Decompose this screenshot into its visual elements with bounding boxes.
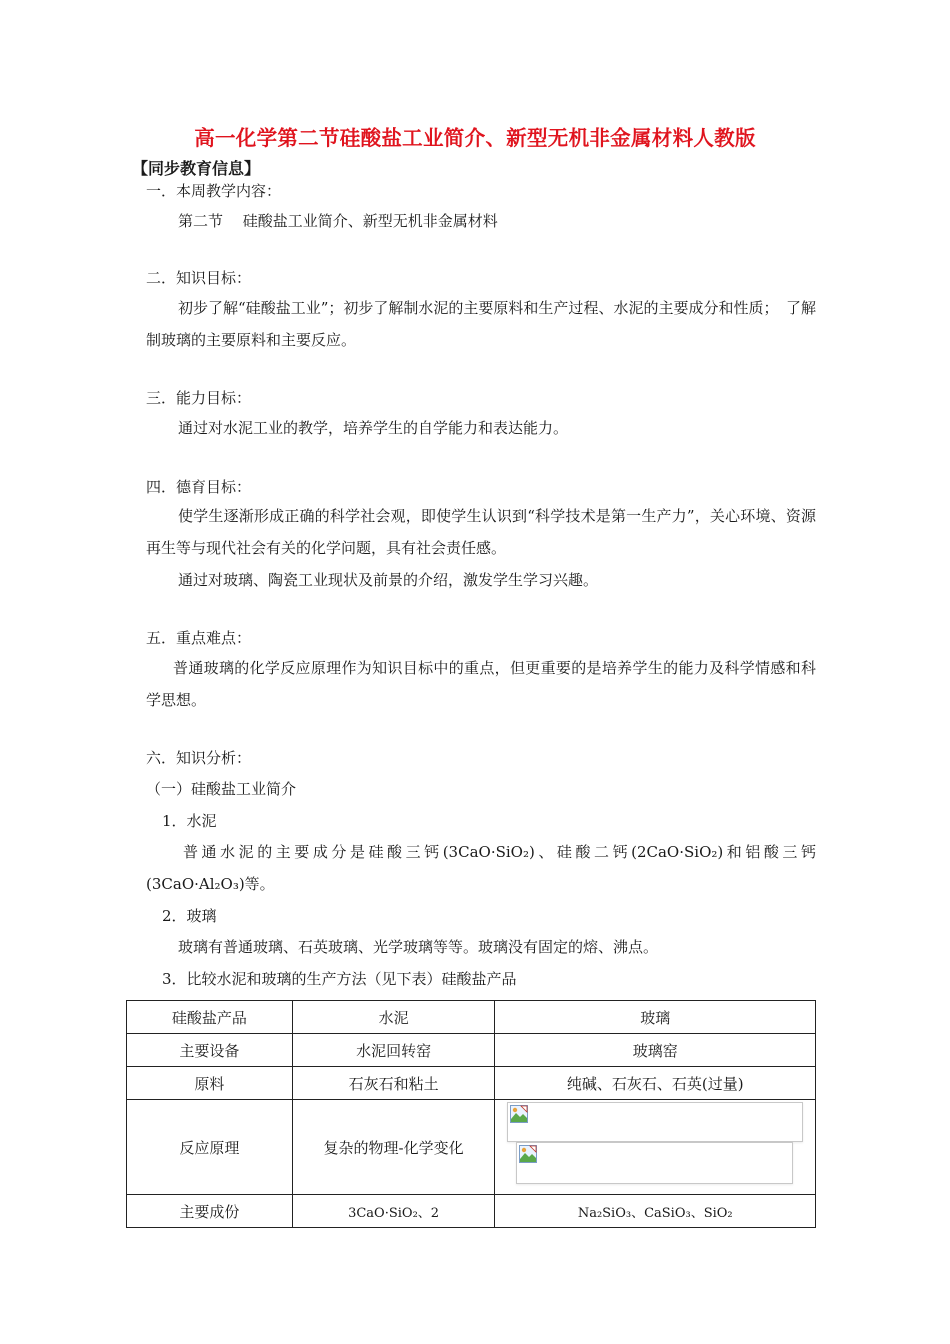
table-header-cell: 玻璃	[495, 1001, 816, 1034]
table-cell: 主要成份	[127, 1195, 293, 1228]
item-glass-heading: 2．玻璃	[162, 907, 217, 925]
subheading-silicate-industry: （一）硅酸盐工业简介	[146, 780, 297, 798]
moral-goal-text-2: 通过对玻璃、陶瓷工业现状及前景的介绍，激发学生学习兴趣。	[178, 571, 599, 589]
equation-image-1	[507, 1102, 803, 1142]
section-header: 【同步教育信息】	[132, 159, 261, 178]
comparison-table	[126, 1000, 816, 1228]
heading-key-points: 五．重点难点：	[146, 629, 252, 647]
item-cement-text: 普通水泥的主要成分是硅酸三钙(3CaO·SiO₂)、硅酸二钙(2CaO·SiO₂)和铝酸三钙(3CaO·Al₂O₃)等。	[146, 843, 816, 893]
item-cement-heading: 1．水泥	[162, 812, 217, 830]
moral-goal-text-1: 使学生逐渐形成正确的科学社会观，即使学生认识到“科学技术是第一生产力”，关心环境、资源再生等与现代社会有关的化学问题，具有社会责任感。	[146, 507, 816, 557]
table-cell: 石灰石和粘土	[292, 1067, 495, 1100]
table-row	[127, 1067, 816, 1100]
heading-teaching-content: 一．本周教学内容：	[146, 182, 282, 200]
reaction-images-cell	[495, 1100, 816, 1195]
table-cell: 玻璃窑	[495, 1034, 816, 1067]
item-glass-text: 玻璃有普通玻璃、石英玻璃、光学玻璃等等。玻璃没有固定的熔、沸点。	[178, 938, 659, 956]
table-cell: 水泥回转窑	[292, 1034, 495, 1067]
heading-knowledge-analysis: 六．知识分析：	[146, 749, 252, 767]
heading-moral-goal: 四．德育目标：	[146, 478, 252, 496]
table-cell: 纯碱、石灰石、石英(过量)	[495, 1067, 816, 1100]
table-row	[127, 1034, 816, 1067]
item-compare-heading: 3．比较水泥和玻璃的生产方法（见下表）硅酸盐产品	[162, 970, 517, 988]
table-cell: 复杂的物理-化学变化	[292, 1100, 495, 1195]
ability-goal-text: 通过对水泥工业的教学，培养学生的自学能力和表达能力。	[178, 419, 569, 437]
broken-image-icon	[510, 1105, 528, 1123]
table-cell: 原料	[127, 1067, 293, 1100]
heading-ability-goal: 三．能力目标：	[146, 389, 252, 407]
table-header-cell: 水泥	[292, 1001, 495, 1034]
table-cell: 3CaO·SiO₂、2	[292, 1195, 495, 1228]
table-row	[127, 1100, 816, 1195]
knowledge-goal-text: 初步了解“硅酸盐工业”；初步了解制水泥的主要原料和生产过程、水泥的主要成分和性质； 了解制玻璃的主要原料和主要反应。	[146, 299, 816, 349]
table-cell: 主要设备	[127, 1034, 293, 1067]
key-points-text: 普通玻璃的化学反应原理作为知识目标中的重点，但更重要的是培养学生的能力及科学情感和科学思想。	[146, 659, 816, 709]
table-header-row	[127, 1001, 816, 1034]
teaching-content-text: 第二节 硅酸盐工业简介、新型无机非金属材料	[178, 212, 498, 230]
table-header-cell: 硅酸盐产品	[127, 1001, 293, 1034]
table-cell: Na₂SiO₃、CaSiO₃、SiO₂	[495, 1195, 816, 1228]
broken-image-icon	[519, 1145, 537, 1163]
equation-image-2	[516, 1142, 793, 1184]
table-cell: 反应原理	[127, 1100, 293, 1195]
table-row	[127, 1195, 816, 1228]
heading-knowledge-goal: 二．知识目标：	[146, 269, 252, 287]
document-title: 高一化学第二节硅酸盐工业简介、新型无机非金属材料人教版	[194, 126, 756, 150]
